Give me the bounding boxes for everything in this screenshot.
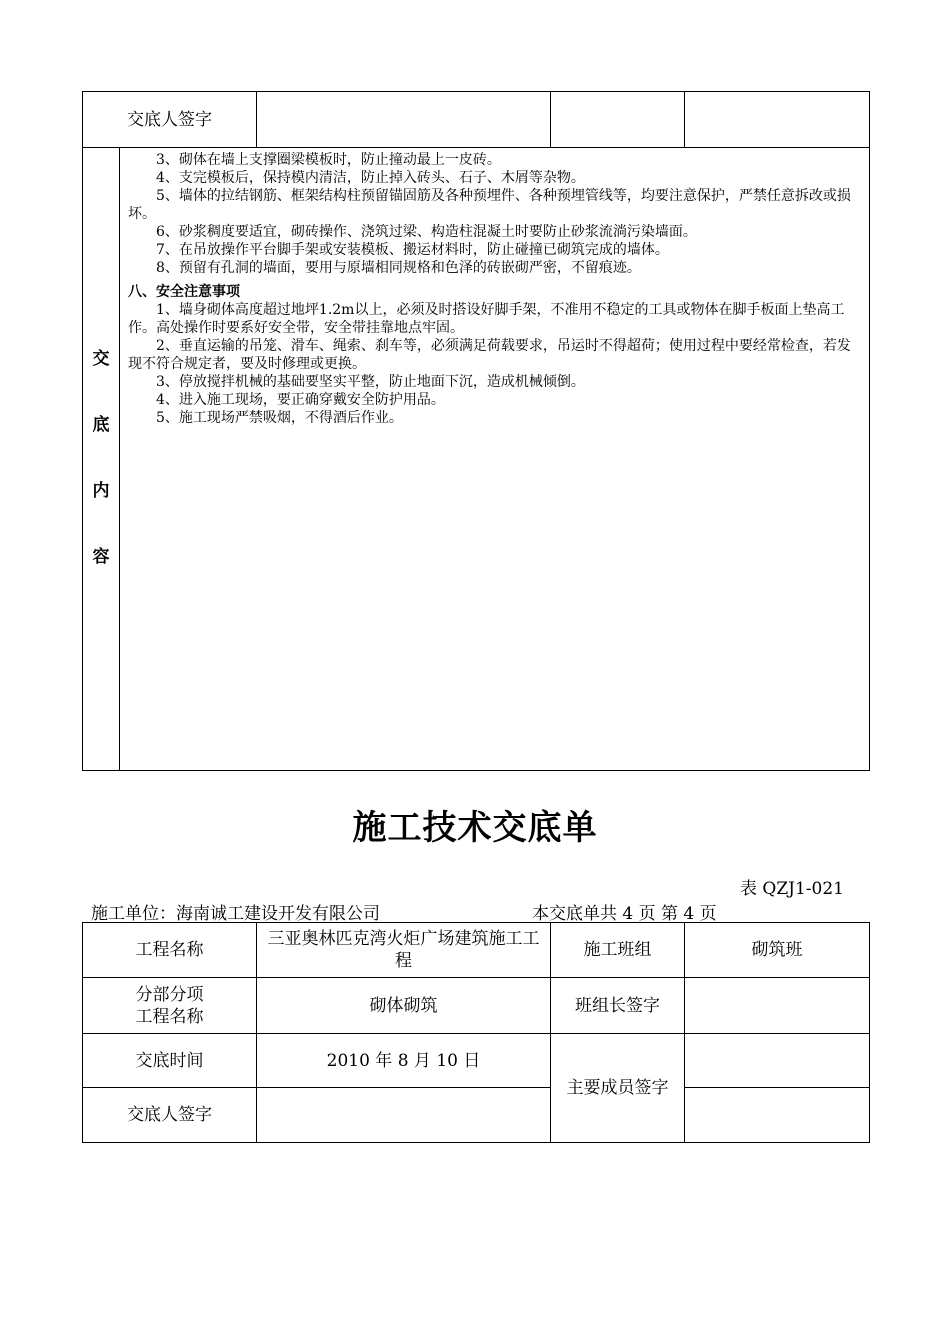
members-sign-field[interactable] [685, 1034, 870, 1088]
safety-line: 3、停放搅拌机械的基础要坚实平整，防止地面下沉，造成机械倾倒。 [156, 374, 585, 390]
sub-project-label [83, 978, 257, 1034]
construction-unit: 施工单位：海南诚工建设开发有限公司 [91, 904, 380, 924]
team-value[interactable]: 砌筑班 [685, 923, 870, 978]
safety-section-title: 八、安全注意事项 [128, 284, 240, 300]
disclosure-header-table [82, 922, 870, 1143]
leader-sign-field[interactable] [685, 978, 870, 1034]
label-char: 容 [92, 547, 110, 567]
members-sign-label: 主要成员签字 [551, 1034, 685, 1143]
sub-project-label-line: 工程名称 [135, 1006, 204, 1027]
project-name-label: 工程名称 [83, 923, 257, 978]
content-line: 6、砂浆稠度要适宜，砌砖操作、浇筑过梁、构造柱混凝土时要防止砂浆流淌污染墙面。 [156, 224, 697, 240]
date-label: 交底时间 [83, 1034, 257, 1088]
disclosure-content-label [83, 148, 120, 771]
signer-field-3[interactable] [685, 92, 870, 148]
safety-line: 4、进入施工现场，要正确穿戴安全防护用品。 [156, 392, 445, 408]
top-disclosure-table [82, 91, 870, 771]
page-count: 本交底单共 4 页 第 4 页 [532, 904, 717, 924]
project-name-value[interactable]: 三亚奥林匹克湾火炬广场建筑施工工程 [257, 923, 551, 978]
safety-line: 5、施工现场严禁吸烟，不得酒后作业。 [156, 410, 403, 426]
signer-label: 交底人签字 [83, 1088, 257, 1143]
label-char: 交 [92, 349, 110, 369]
leader-sign-label: 班组长签字 [551, 978, 685, 1034]
content-line: 4、支完模板后，保持模内清洁，防止掉入砖头、石子、木屑等杂物。 [156, 170, 585, 186]
signer-field[interactable] [257, 92, 551, 148]
sub-project-label-line: 分部分项 [135, 984, 204, 1005]
signer-field[interactable] [257, 1088, 551, 1143]
content-line: 7、在吊放操作平台脚手架或安装模板、搬运材料时，防止碰撞已砌筑完成的墙体。 [156, 242, 669, 258]
safety-line: 2、垂直运输的吊笼、滑车、绳索、刹车等，必须满足荷载要求，吊运时不得超荷；使用过程中要经常检查，若发现不符合规定者，要及时修理或更换。 [128, 338, 851, 372]
document-title: 施工技术交底单 [352, 808, 598, 848]
content-line: 3、砌体在墙上支撑圈梁模板时，防止撞动最上一皮砖。 [156, 152, 501, 168]
label-char: 底 [92, 415, 110, 435]
disclosure-content [120, 148, 870, 771]
content-line: 5、墙体的拉结钢筋、框架结构柱预留锚固筋及各种预埋件、各种预埋管线等，均要注意保护，严禁任意拆改或损坏。 [128, 188, 851, 222]
signer-label: 交底人签字 [83, 92, 257, 148]
content-line: 8、预留有孔洞的墙面，要用与原墙相同规格和色泽的砖嵌砌严密，不留痕迹。 [156, 260, 641, 276]
date-value[interactable]: 2010 年 8 月 10 日 [257, 1034, 551, 1088]
label-char: 内 [92, 481, 110, 501]
members-sign-field-2[interactable] [685, 1088, 870, 1143]
form-code: 表 QZJ1-021 [740, 879, 844, 899]
signer-field-2[interactable] [551, 92, 685, 148]
team-label: 施工班组 [551, 923, 685, 978]
sub-project-value[interactable]: 砌体砌筑 [257, 978, 551, 1034]
safety-line: 1、墙身砌体高度超过地坪1.2m以上，必须及时搭设好脚手架，不准用不稳定的工具或物体在脚手板面上垫高工作。高处操作时要系好安全带，安全带挂靠地点牢固。 [128, 302, 845, 336]
